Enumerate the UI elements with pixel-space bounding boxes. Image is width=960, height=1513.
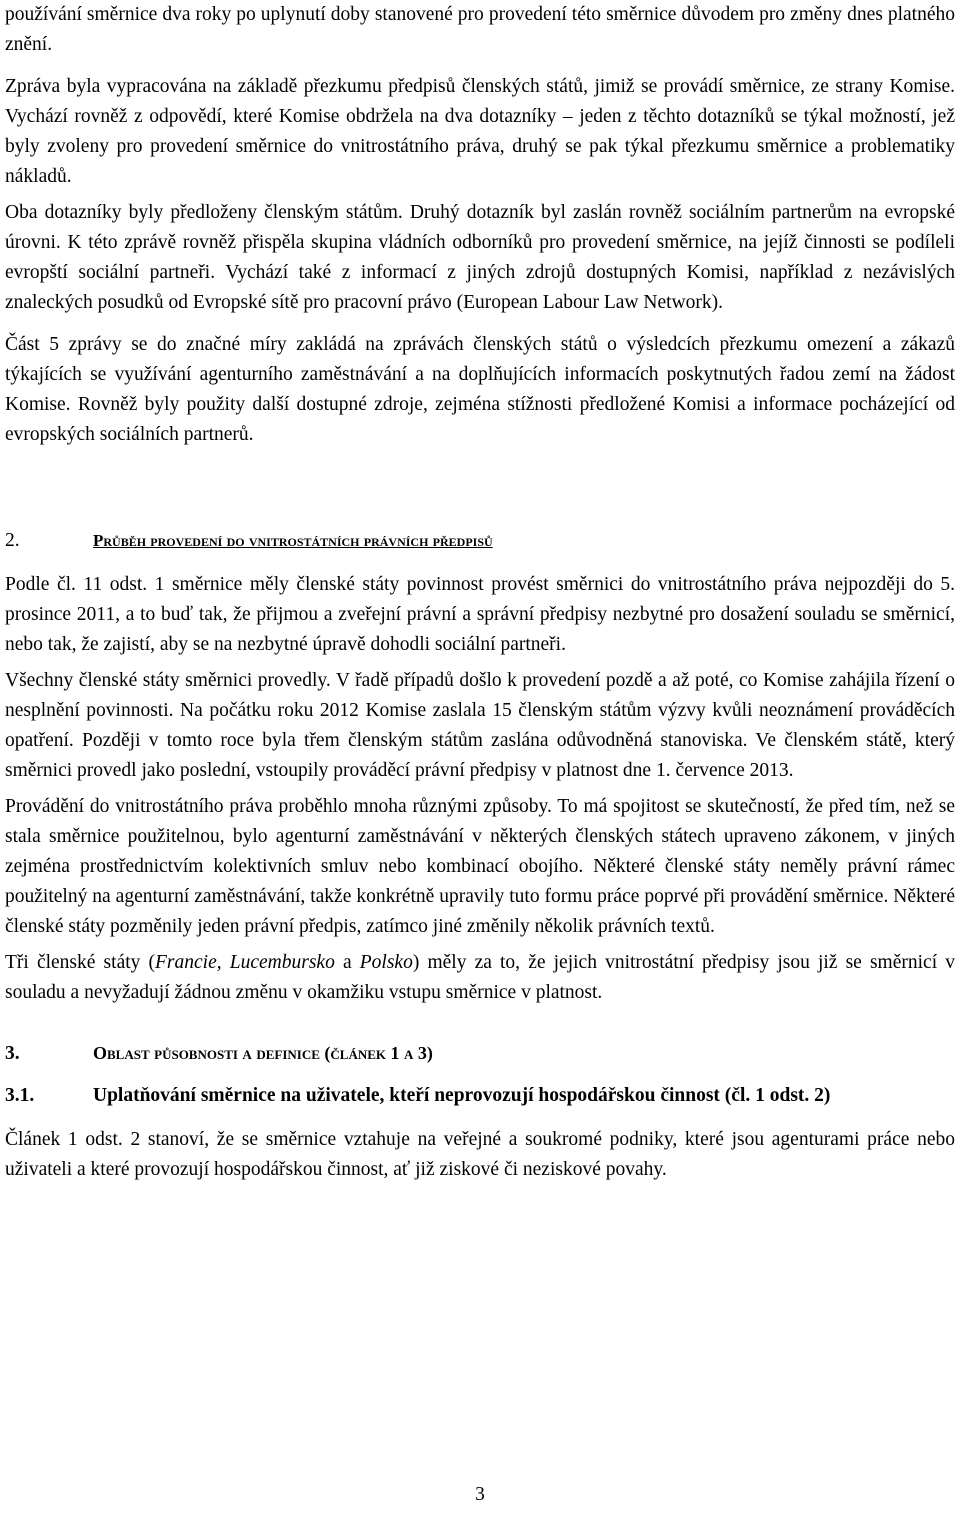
paragraph-article1: Článek 1 odst. 2 stanoví, že se směrnice vztahuje na veřejné a soukromé podniky, které jsou agenturami práce nebo uživateli a které provozují hospodářskou činnost, ať již ziskové či neziskové povahy. (5, 1129, 955, 1180)
paragraph-questionnaires: Oba dotazníky byly předloženy členským státům. Druhý dotazník byl zaslán rovněž sociálním partnerům na evropské úrovni. K této zprávě rovněž přispěla skupina vládních odborníků pro provedení směrnice, na jejíž činnosti se podíleli evropští sociální partneři. Vychází také z informací z jiných zdrojů dostupných Komisi, například z nezávislých znaleckých posudků od Evropské sítě pro pracovní právo (European Labour Law Network). (5, 202, 955, 313)
text-fragment: Tři členské státy ( (5, 952, 156, 973)
section-heading-3-1 (5, 1081, 955, 1111)
paragraph-three-states (5, 948, 955, 1008)
paragraph-all-states: Všechny členské státy směrnici provedly. V řadě případů došlo k provedení pozdě a až poté, co Komise zahájila řízení o nesplnění povinnosti. Na počátku roku 2012 Komise zaslala 15 členským státům výzvy kvůli neoznámení prováděcích opatření. Později v tomto roce byla třem členským státům zaslána odůvodněná stanoviska. Ve členském státě, který směrnici provedl jako poslední, vstoupily prováděcí právní předpisy v platnost dne 1. července 2013. (5, 670, 955, 781)
paragraph-transposition-ways: Provádění do vnitrostátního práva proběhlo mnoha různými způsoby. To má spojitost se skutečností, že před tím, než se stala směrnice použitelnou, bylo agenturní zaměstnávání v některých členských státech upraveno zákonem, v jiných zejména prostřednictvím kolektivních smluv nebo kombinací obojího. Některé členské státy neměly právní rámec použitelný na agenturní zaměstnávání, takže konkrétně upravily tuto formu práce poprvé při provádění směrnice. Některé členské státy pozměnily jeden právní předpis, zatímco jiné změnily několik právních textů. (5, 796, 955, 937)
section-title: Průběh provedení do vnitrostátních právních předpisů (93, 531, 493, 550)
text-fragment: a (334, 952, 360, 973)
section-heading-3 (5, 1038, 955, 1069)
paragraph-part5: Část 5 zprávy se do značné míry zakládá na zprávách členských států o výsledcích přezkumu omezení a zákazů týkajících se využívání agenturního zaměstnávání a na doplňujících informacích poskytnutých řadou zemí na žádost Komise. Rovněž byly použity další dostupné zdroje, zejména stížnosti předložené Komisi a informace pocházející od evropských sociálních partnerů. (5, 334, 955, 445)
section-number: 3. (5, 1043, 20, 1064)
text-fragment: ) měly za to, že jejich vnitrostátní předpisy jsou již se směrnicí v souladu a nevyžadují žádnou změnu v okamžiku vstupu směrnice v platnost. (5, 952, 955, 1003)
section-number: 3.1. (5, 1085, 35, 1106)
paragraph-directive-review: používání směrnice dva roky po uplynutí doby stanovené pro provedení této směrnice důvodem pro změny dnes platného znění. (5, 4, 955, 55)
document-page (5, 0, 955, 1185)
page-number: 3 (475, 1484, 485, 1505)
section-title: Uplatňování směrnice na uživatele, kteří neprovozují hospodářskou činnost (čl. 1 odst. 2) (93, 1085, 831, 1106)
section-title: Oblast působnosti a definice (článek 1 a 3) (93, 1043, 433, 1063)
section-heading-2 (5, 526, 955, 556)
country-name: Polsko (359, 952, 413, 973)
country-names: Francie, Lucembursko (155, 952, 335, 973)
section-number: 2. (5, 530, 20, 551)
paragraph-report-basis: Zpráva byla vypracována na základě přezkumu předpisů členských států, jimiž se provádí směrnice, ze strany Komise. Vychází rovněž z odpovědí, které Komise obdržela na dva dotazníky – jeden z těchto dotazníků se týkal možností, jež byly zvoleny pro provedení směrnice do vnitrostátního práva, druhý se pak týkal přezkumu směrnice a problematiky nákladů. (5, 76, 955, 187)
paragraph-deadline: Podle čl. 11 odst. 1 směrnice měly členské státy povinnost provést směrnici do vnitrostátního práva nejpozději do 5. prosince 2011, a to buď tak, že přijmou a zveřejní právní a správní předpisy nezbytné pro dosažení souladu se směrnicí, nebo tak, že zajistí, aby se na nezbytné úpravě dohodli sociální partneři. (5, 574, 955, 655)
